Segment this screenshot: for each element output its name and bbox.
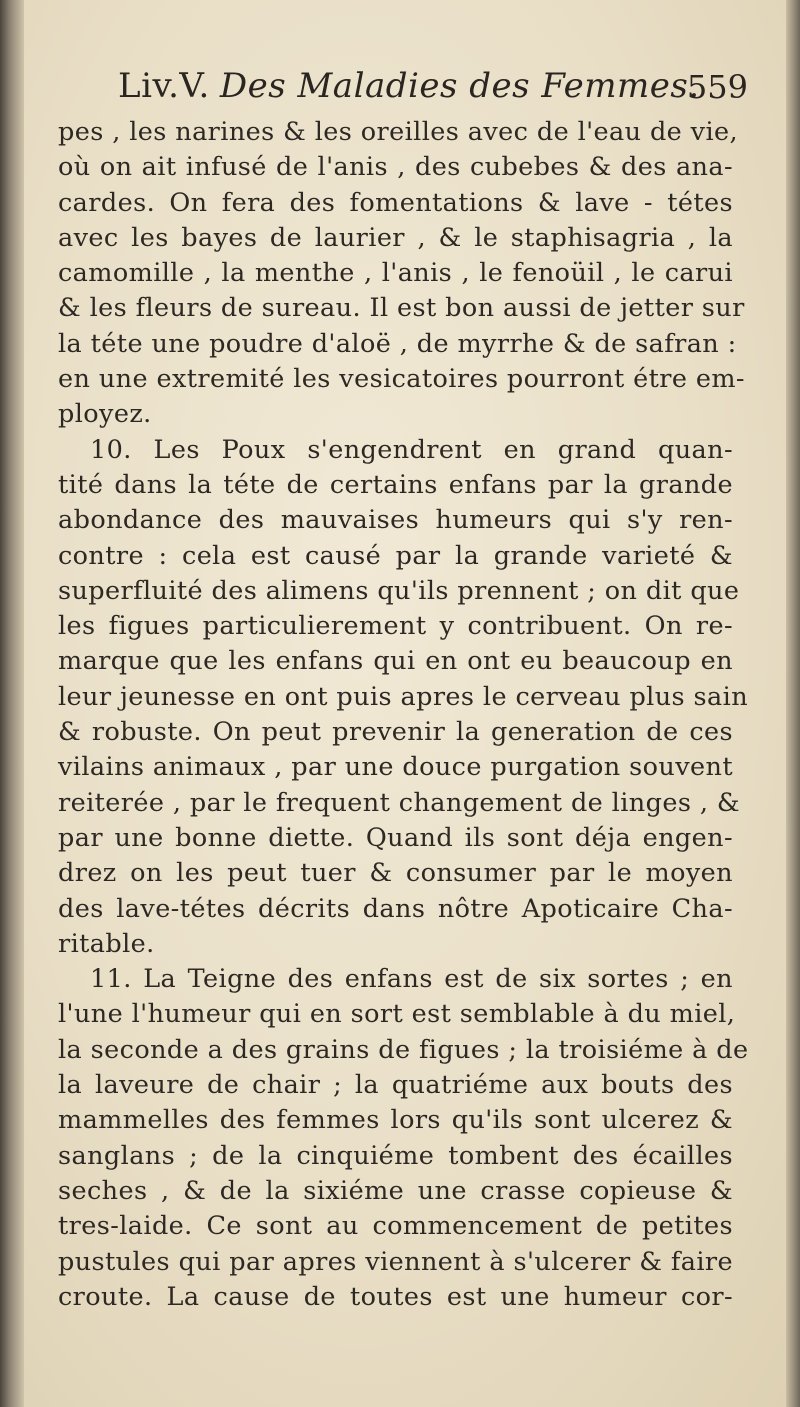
text-line: la seconde a des grains de figues ; la troisiéme à de — [58, 1034, 749, 1065]
text-line: 10. Les Poux s'engendrent en grand quan- — [90, 434, 733, 465]
text-line: & les fleurs de sureau. Il est bon aussi de jetter sur — [58, 293, 745, 324]
text-line: la téte une poudre d'aloë , de myrrhe & de safran : — [58, 328, 737, 359]
text-line: vilains animaux , par une douce purgation souvent — [58, 752, 733, 783]
text-line: croute. La cause de toutes est une humeur cor- — [58, 1281, 733, 1312]
page-edge-shadow — [786, 0, 800, 1407]
text-line: tres-laide. Ce sont au commencement de petites — [58, 1211, 733, 1242]
text-line: tité dans la téte de certains enfans par la grande — [58, 469, 733, 500]
text-line: les figues particulierement y contribuent. On re- — [58, 611, 733, 642]
text-line: l'une l'humeur qui en sort est semblable à du miel, — [58, 999, 736, 1030]
book-number: Liv.V. — [118, 66, 210, 106]
body-text — [58, 115, 749, 1315]
text-line: avec les bayes de laurier , & le staphisagria , la — [58, 222, 733, 253]
text-line: où on ait infusé de l'anis , des cubebes & des ana- — [58, 152, 733, 183]
text-line: reiterée , par le frequent changement de linges , & — [58, 787, 740, 818]
text-line: sanglans ; de la cinquiéme tombent des écailles — [58, 1140, 733, 1171]
text-line: superfluité des alimens qu'ils prennent ; on dit que — [58, 575, 740, 606]
text-line: marque que les enfans qui en ont eu beaucoup en — [58, 646, 733, 677]
text-line: drez on les peut tuer & consumer par le moyen — [58, 858, 733, 889]
text-line: mammelles des femmes lors qu'ils sont ulcerez & — [58, 1105, 733, 1136]
chapter-title: Des Maladies des Femmes. — [219, 66, 700, 106]
text-line: seches , & de la sixiéme une crasse copieuse & — [58, 1175, 733, 1206]
text-line: 11. La Teigne des enfans est de six sortes ; en — [90, 964, 733, 995]
text-line: des lave-tétes décrits dans nôtre Apoticaire Cha- — [58, 893, 733, 924]
text-line: abondance des mauvaises humeurs qui s'y ren- — [58, 505, 733, 536]
running-header — [118, 66, 748, 122]
text-line: ployez. — [58, 399, 152, 430]
page-gutter-shadow — [0, 0, 24, 1407]
text-line: ritable. — [58, 928, 155, 959]
text-line: pes , les narines & les oreilles avec de l'eau de vie, — [58, 117, 739, 147]
page-number: 559 — [686, 68, 748, 106]
text-line: en une extremité les vesicatoires pourront étre em- — [58, 364, 745, 395]
text-line: contre : cela est causé par la grande varieté & — [58, 540, 733, 571]
text-line: & robuste. On peut prevenir la generation de ces — [58, 717, 733, 748]
text-line: leur jeunesse en ont puis apres le cerveau plus sain — [58, 681, 749, 712]
text-line: cardes. On fera des fomentations & lave - tétes — [58, 187, 733, 218]
text-line: la laveure de chair ; la quatriéme aux bouts des — [58, 1070, 733, 1101]
running-title — [118, 66, 700, 106]
text-line: pustules qui par apres viennent à s'ulcerer & faire — [58, 1246, 733, 1277]
text-line: camomille , la menthe , l'anis , le fenoüil , le carui — [58, 258, 733, 289]
text-line: par une bonne diette. Quand ils sont déja engen- — [58, 822, 733, 853]
